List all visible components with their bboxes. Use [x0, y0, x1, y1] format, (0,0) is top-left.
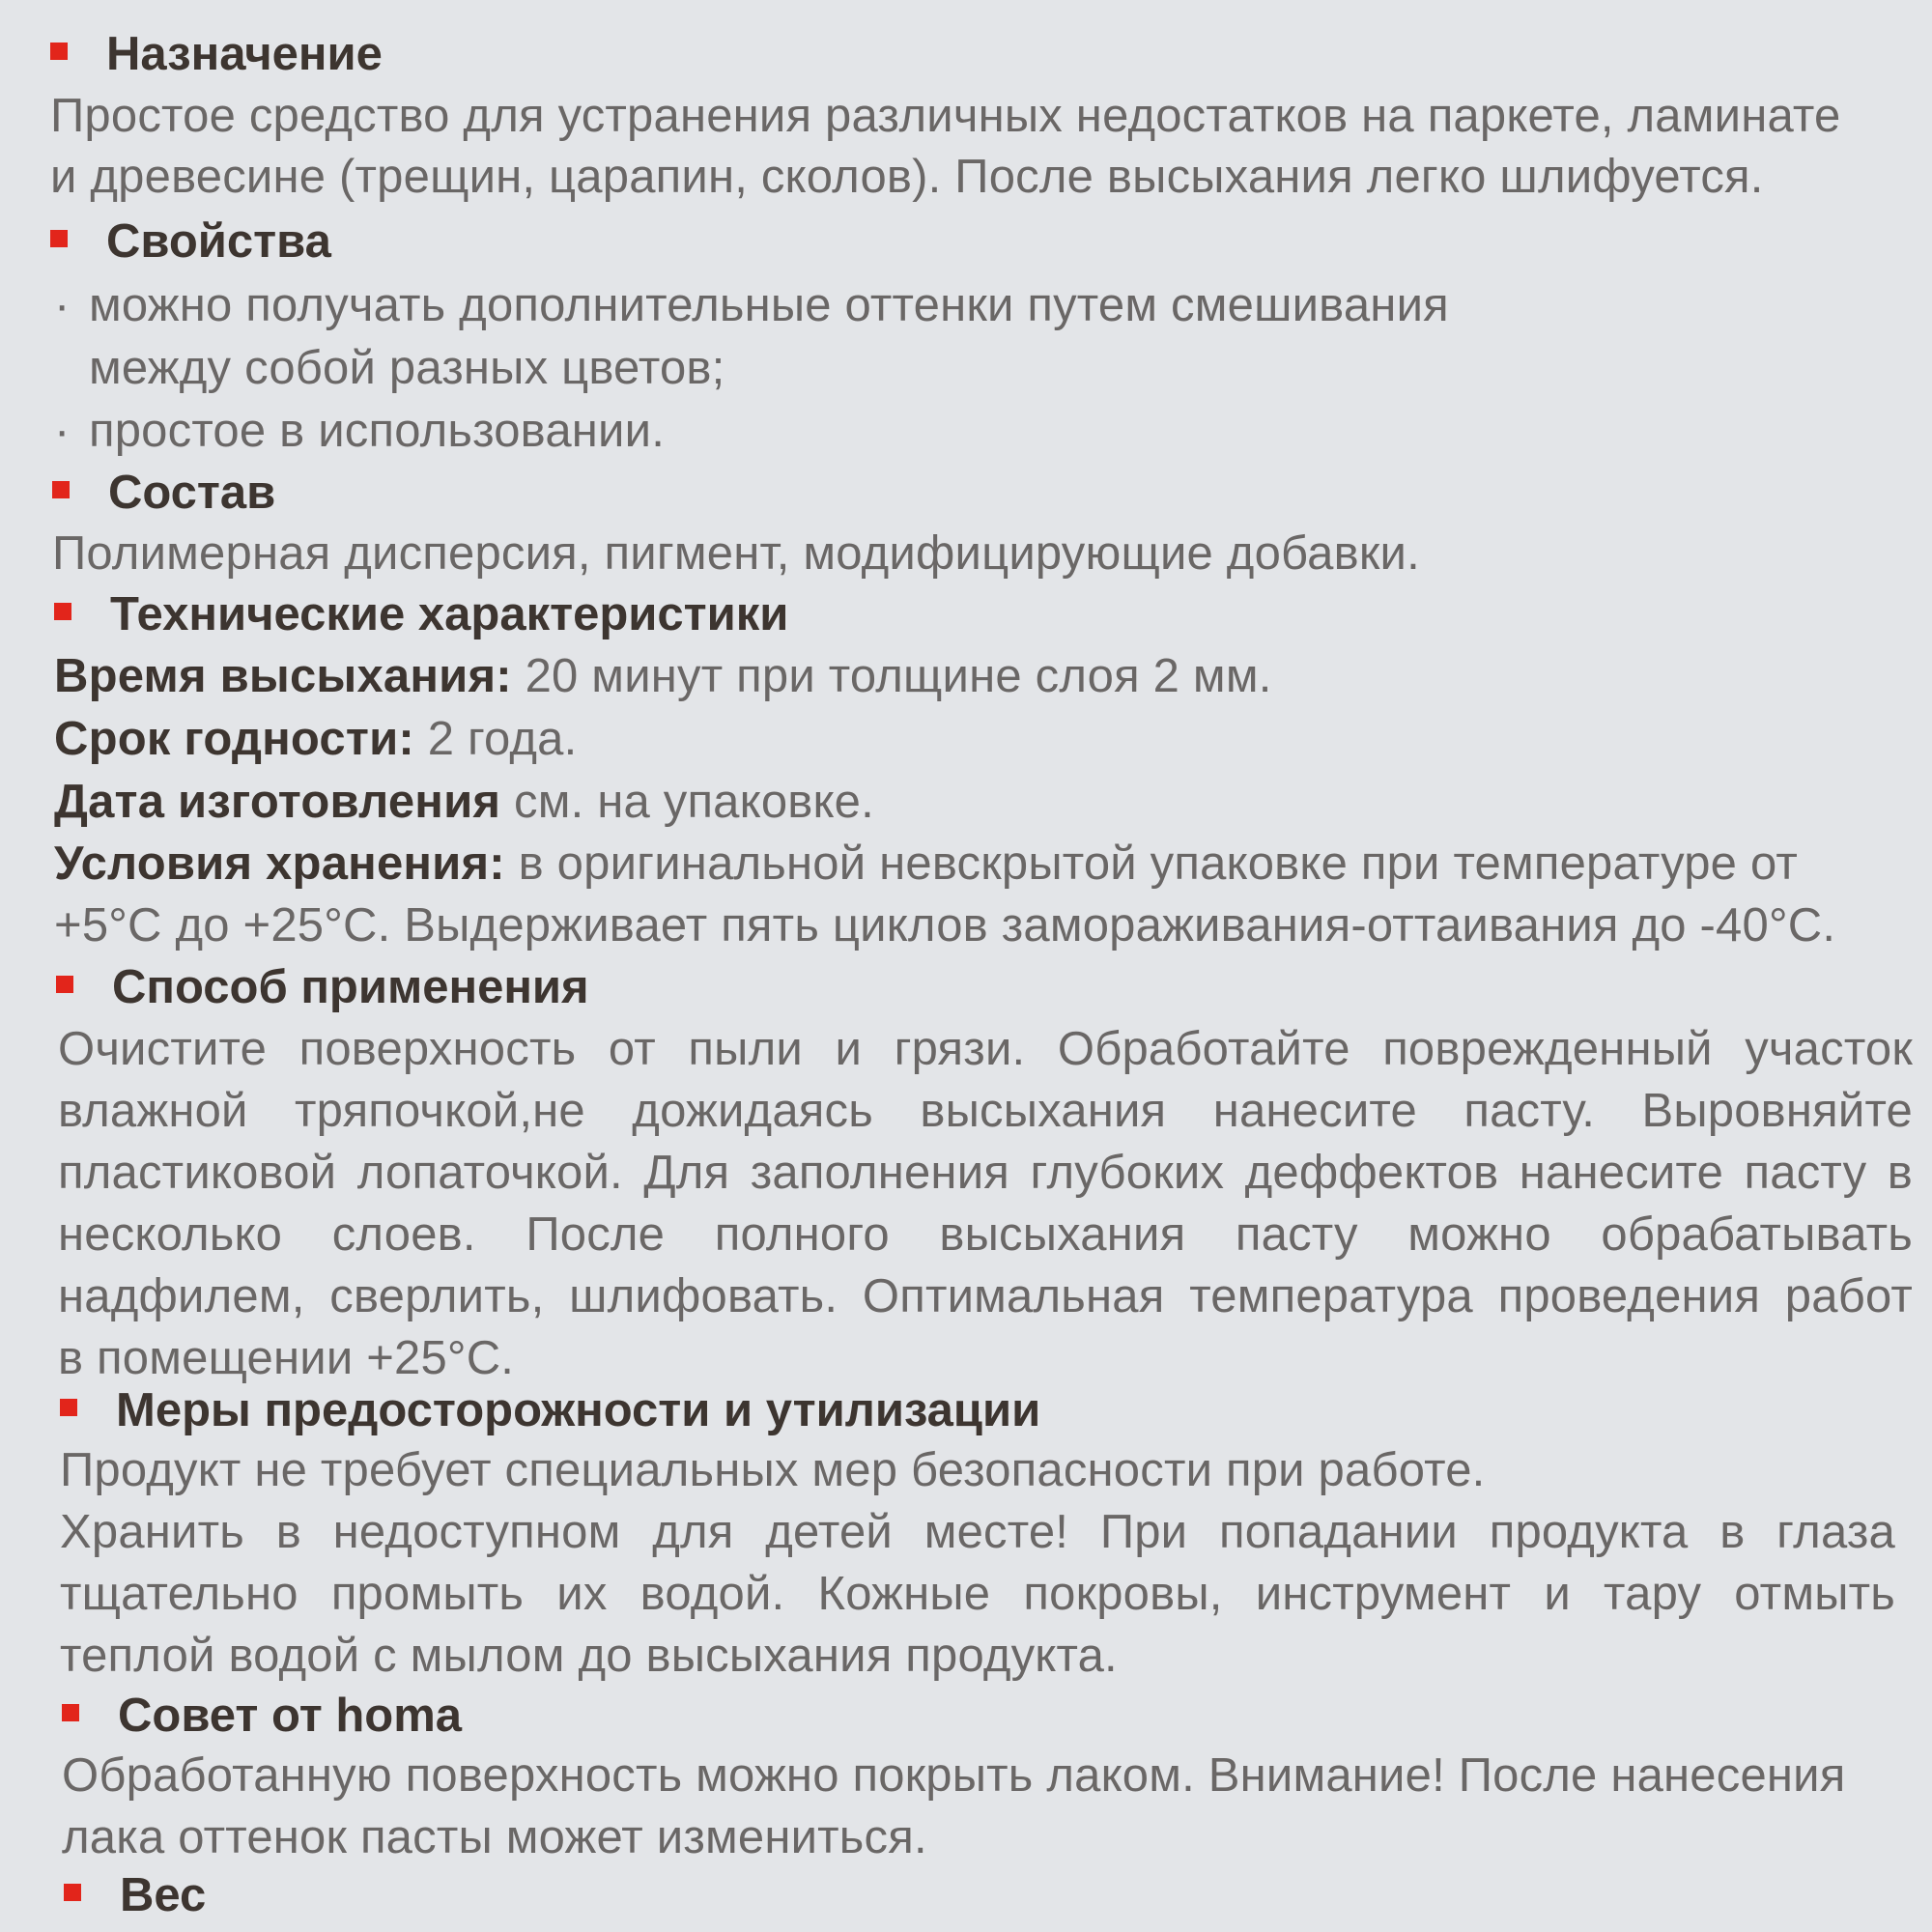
red-square-bullet-icon [50, 43, 68, 60]
usage-line-4: несколько слоев. После полного высыхания пасту можно обрабатывать [58, 1208, 1913, 1261]
advice-line-1: Обработанную поверхность можно покрыть лаком. Внимание! После нанесения [62, 1749, 1846, 1802]
safety-line-1: Продукт не требует специальных мер безопасности при работе. [60, 1444, 1486, 1496]
composition-text: Полимерная дисперсия, пигмент, модифицирующие добавки. [52, 527, 1420, 580]
heading-advice: Совет от homa [62, 1689, 462, 1743]
spec-manufacture-date: Дата изготовления см. на упаковке. [54, 776, 874, 828]
spec-drying-time: Время высыхания: 20 минут при толщине слоя 2 мм. [54, 650, 1272, 702]
spec-storage-cont: +5°С до +25°С. Выдерживает пять циклов замораживания-оттаивания до -40°С. [54, 899, 1836, 952]
usage-line-5: надфилем, сверлить, шлифовать. Оптимальная температура проведения работ [58, 1270, 1913, 1322]
red-square-bullet-icon [54, 603, 71, 620]
heading-safety: Меры предосторожности и утилизации [60, 1383, 1040, 1437]
purpose-line-1: Простое средство для устранения различных недостатков на паркете, ламинате [50, 90, 1841, 142]
heading-specs: Технические характеристики [54, 587, 788, 641]
usage-line-1: Очистите поверхность от пыли и грязи. Обработайте поврежденный участок [58, 1023, 1913, 1075]
property-item-1-cont: между собой разных цветов; [89, 342, 725, 394]
safety-line-2: Хранить в недоступном для детей месте! При попадании продукта в глаза [60, 1506, 1895, 1558]
heading-properties: Свойства [50, 214, 331, 269]
spec-storage-conditions: Условия хранения: в оригинальной невскрытой упаковке при температуре от [54, 838, 1798, 890]
heading-purpose: Назначение [50, 27, 383, 81]
dot-bullet-icon: · [54, 279, 71, 331]
red-square-bullet-icon [62, 1704, 79, 1721]
usage-line-3: пластиковой лопаточкой. Для заполнения глубоких деффектов нанесите пасту в [58, 1147, 1913, 1199]
safety-line-4: теплой водой с мылом до высыхания продукта. [60, 1630, 1118, 1682]
usage-line-2: влажной тряпочкой,не дожидаясь высыхания нанесите пасту. Выровняйте [58, 1085, 1913, 1137]
spec-shelf-life: Срок годности: 2 года. [54, 713, 578, 765]
red-square-bullet-icon [52, 481, 70, 498]
property-item-2: · простое в использовании. [54, 405, 666, 457]
red-square-bullet-icon [64, 1884, 81, 1901]
usage-line-6: в помещении +25°С. [58, 1332, 515, 1384]
heading-weight: Вес [64, 1868, 206, 1922]
safety-line-3: тщательно промыть их водой. Кожные покровы, инструмент и тару отмыть [60, 1568, 1895, 1620]
advice-line-2: лака оттенок пасты может измениться. [62, 1811, 927, 1863]
red-square-bullet-icon [56, 976, 73, 993]
red-square-bullet-icon [50, 230, 68, 247]
heading-composition: Состав [52, 466, 275, 520]
dot-bullet-icon: · [54, 405, 71, 457]
heading-usage: Способ применения [56, 960, 589, 1014]
red-square-bullet-icon [60, 1399, 77, 1416]
property-item-1: · можно получать дополнительные оттенки путем смешивания [54, 279, 1449, 331]
purpose-line-2: и древесине (трещин, царапин, сколов). После высыхания легко шлифуется. [50, 151, 1764, 203]
